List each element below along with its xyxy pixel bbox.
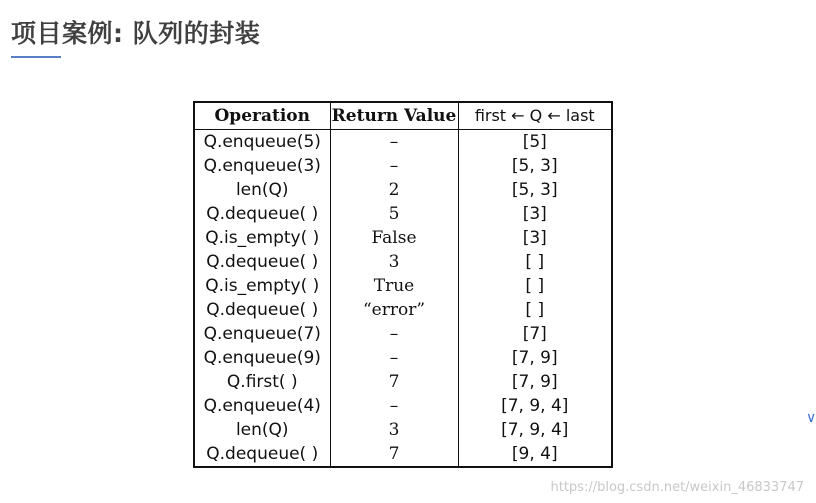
cell-queue-state: [7, 9] bbox=[458, 370, 612, 394]
table-row bbox=[194, 298, 612, 322]
cell-queue-state: [5] bbox=[458, 130, 612, 155]
cell-queue-state: [7, 9] bbox=[458, 346, 612, 370]
table-row bbox=[194, 226, 612, 250]
title-underline bbox=[11, 56, 61, 58]
cell-operation: Q.first( ) bbox=[194, 370, 330, 394]
table-row bbox=[194, 178, 612, 202]
cell-return-value: False bbox=[330, 226, 458, 250]
table-row bbox=[194, 250, 612, 274]
cell-queue-state: [3] bbox=[458, 226, 612, 250]
cell-return-value: “error” bbox=[330, 298, 458, 322]
header-operation: Operation bbox=[194, 102, 330, 130]
table-row bbox=[194, 370, 612, 394]
cell-operation: Q.dequeue( ) bbox=[194, 442, 330, 467]
cell-return-value: – bbox=[330, 130, 458, 155]
cell-return-value: 3 bbox=[330, 250, 458, 274]
cell-return-value: – bbox=[330, 346, 458, 370]
cell-operation: Q.enqueue(3) bbox=[194, 154, 330, 178]
queue-operations-table bbox=[193, 101, 613, 468]
cell-queue-state: [7] bbox=[458, 322, 612, 346]
cell-return-value: 7 bbox=[330, 442, 458, 467]
cell-operation: Q.enqueue(5) bbox=[194, 130, 330, 155]
cell-operation: len(Q) bbox=[194, 178, 330, 202]
cell-operation: Q.is_empty( ) bbox=[194, 274, 330, 298]
table-row bbox=[194, 442, 612, 467]
cell-return-value: True bbox=[330, 274, 458, 298]
cell-operation: Q.enqueue(9) bbox=[194, 346, 330, 370]
cell-queue-state: [3] bbox=[458, 202, 612, 226]
table-row bbox=[194, 346, 612, 370]
cell-queue-state: [7, 9, 4] bbox=[458, 418, 612, 442]
cell-return-value: 3 bbox=[330, 418, 458, 442]
table-row bbox=[194, 322, 612, 346]
cell-queue-state: [ ] bbox=[458, 274, 612, 298]
cell-return-value: – bbox=[330, 394, 458, 418]
table-row bbox=[194, 154, 612, 178]
cell-operation: Q.dequeue( ) bbox=[194, 250, 330, 274]
cell-queue-state: [7, 9, 4] bbox=[458, 394, 612, 418]
cell-queue-state: [ ] bbox=[458, 298, 612, 322]
cell-operation: Q.enqueue(4) bbox=[194, 394, 330, 418]
page-title: 项目案例: 队列的封装 bbox=[11, 19, 261, 48]
table-row bbox=[194, 130, 612, 155]
cell-queue-state: [9, 4] bbox=[458, 442, 612, 467]
table-row bbox=[194, 274, 612, 298]
table-row bbox=[194, 202, 612, 226]
cell-return-value: 7 bbox=[330, 370, 458, 394]
table-body bbox=[194, 130, 612, 468]
cell-queue-state: [5, 3] bbox=[458, 154, 612, 178]
table-row bbox=[194, 418, 612, 442]
cell-return-value: 5 bbox=[330, 202, 458, 226]
queue-operations-table-wrapper bbox=[193, 101, 611, 468]
cell-operation: Q.dequeue( ) bbox=[194, 202, 330, 226]
table-header-row bbox=[194, 102, 612, 130]
cell-operation: Q.is_empty( ) bbox=[194, 226, 330, 250]
chevron-down-icon: ∨ bbox=[806, 410, 816, 426]
header-return-value: Return Value bbox=[330, 102, 458, 130]
cell-return-value: – bbox=[330, 154, 458, 178]
cell-operation: len(Q) bbox=[194, 418, 330, 442]
table-row bbox=[194, 394, 612, 418]
cell-return-value: – bbox=[330, 322, 458, 346]
cell-queue-state: [ ] bbox=[458, 250, 612, 274]
watermark-url: https://blog.csdn.net/weixin_46833747 bbox=[550, 480, 804, 495]
header-queue-state: first ← Q ← last bbox=[458, 102, 612, 130]
cell-queue-state: [5, 3] bbox=[458, 178, 612, 202]
cell-return-value: 2 bbox=[330, 178, 458, 202]
cell-operation: Q.enqueue(7) bbox=[194, 322, 330, 346]
cell-operation: Q.dequeue( ) bbox=[194, 298, 330, 322]
